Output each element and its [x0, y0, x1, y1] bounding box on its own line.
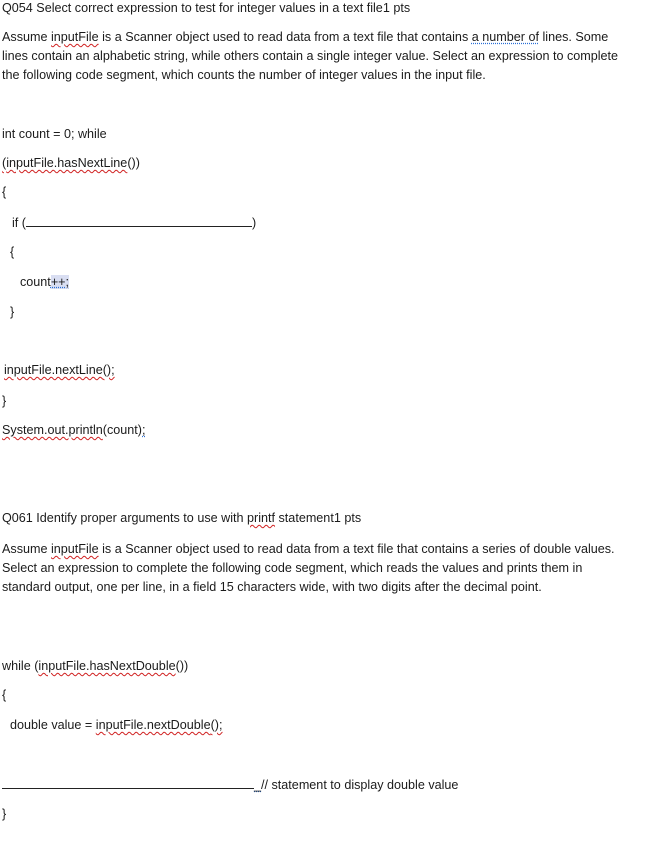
q061-code-line-3: double value = inputFile.nextDouble();	[10, 718, 223, 732]
q061-code-line-4: _// statement to display double value	[2, 776, 458, 793]
q054-code-line-8: inputFile.nextLine();	[4, 363, 115, 377]
q054-code-line-7: }	[10, 305, 15, 319]
q054-code-line-2: (inputFile.hasNextLine())	[2, 156, 140, 170]
q054-code-line-1: int count = 0; while	[2, 127, 107, 141]
q054-code-line-5: {	[10, 245, 15, 259]
q054-code-line-10: System.out.println(count);	[2, 423, 146, 437]
q061-prompt: Assume inputFile is a Scanner object used to read data from a text file that contains a series of double values. Select an expression to complete the following code segment, which reads the values and prints them in standard output, one per line, in a field 15 characters wide, with two digits after the decimal point.	[2, 542, 615, 594]
q061-title: Q061 Identify proper arguments to use with printf statement1 pts	[2, 511, 362, 525]
answer-blank[interactable]	[2, 776, 254, 789]
q054-code-line-9: }	[2, 394, 7, 408]
q061-code-line-2: {	[2, 688, 7, 702]
answer-blank[interactable]	[26, 214, 252, 227]
q061-code-line-5: }	[2, 807, 7, 821]
q054-title: Q054 Select correct expression to test for integer values in a text file1 pts	[2, 1, 411, 15]
q054-code-line-6: count++;	[20, 275, 70, 289]
q054-code-if-line: if ( )	[12, 216, 257, 230]
q061-code-line-1: while (inputFile.hasNextDouble())	[2, 659, 189, 673]
q054-prompt: Assume inputFile is a Scanner object used to read data from a text file that contains a number of lines. Some lines contain an alphabetic string, while others contain a single integer value. Select an expression to complete the following code segment, which counts the number of integer values in the input file.	[2, 30, 619, 82]
q054-code-line-3: {	[2, 185, 7, 199]
